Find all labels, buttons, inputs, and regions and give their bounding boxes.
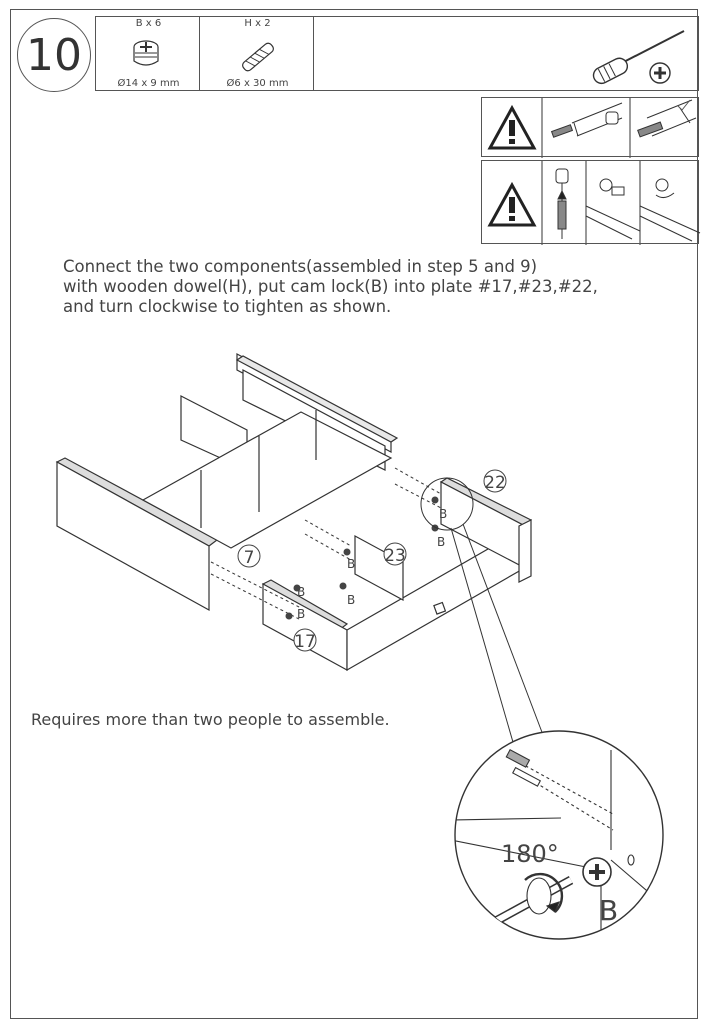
cam-lock-warning-diagram bbox=[482, 161, 700, 245]
cam-label: B bbox=[297, 607, 306, 621]
part-cell-cam-lock bbox=[95, 16, 201, 91]
cam-lock-detail-diagram bbox=[451, 730, 681, 970]
cam-label: B bbox=[297, 585, 306, 599]
instruction-line: with wooden dowel(H), put cam lock(B) into plate #17,#23,#22, bbox=[63, 277, 598, 296]
step-number-badge bbox=[17, 18, 91, 92]
panel-number: 22 bbox=[484, 473, 506, 493]
panel-number: 23 bbox=[384, 546, 406, 566]
panel-number: 17 bbox=[294, 632, 316, 652]
panel-label-7 bbox=[238, 545, 260, 568]
cam-label: B bbox=[439, 507, 448, 521]
cam-label: B bbox=[437, 535, 446, 549]
tool-cell bbox=[313, 16, 699, 91]
part-cell-dowel bbox=[199, 16, 315, 91]
part-quantity: B x 6 bbox=[135, 18, 162, 29]
warning-panel-dowel bbox=[481, 97, 699, 157]
step-number: 10 bbox=[26, 29, 82, 81]
instruction-page bbox=[10, 9, 698, 1019]
dowel-warning-diagram bbox=[482, 98, 700, 158]
panel-label-17 bbox=[294, 629, 316, 652]
rotation-angle: 180° bbox=[501, 840, 559, 868]
part-quantity: H x 2 bbox=[244, 18, 271, 29]
cam-label: B bbox=[347, 593, 356, 607]
panel-label-22 bbox=[484, 470, 506, 493]
part-size: Ø14 x 9 mm bbox=[117, 78, 180, 89]
assembly-note: Requires more than two people to assemble. bbox=[31, 710, 390, 729]
part-size: Ø6 x 30 mm bbox=[226, 78, 289, 89]
panel-number: 7 bbox=[243, 548, 255, 568]
screwdriver-icon bbox=[314, 17, 700, 92]
cam-label: B bbox=[599, 894, 619, 927]
warning-icon bbox=[490, 185, 534, 225]
instruction-text bbox=[63, 257, 683, 317]
warning-icon bbox=[490, 108, 534, 148]
instruction-line: and turn clockwise to tighten as shown. bbox=[63, 297, 392, 316]
cam-label: B bbox=[347, 557, 356, 571]
panel-label-23 bbox=[384, 543, 406, 566]
warning-panel-cam-lock bbox=[481, 160, 699, 244]
assembly-diagram bbox=[11, 340, 699, 740]
instruction-line: Connect the two components(assembled in step 5 and 9) bbox=[63, 257, 538, 276]
